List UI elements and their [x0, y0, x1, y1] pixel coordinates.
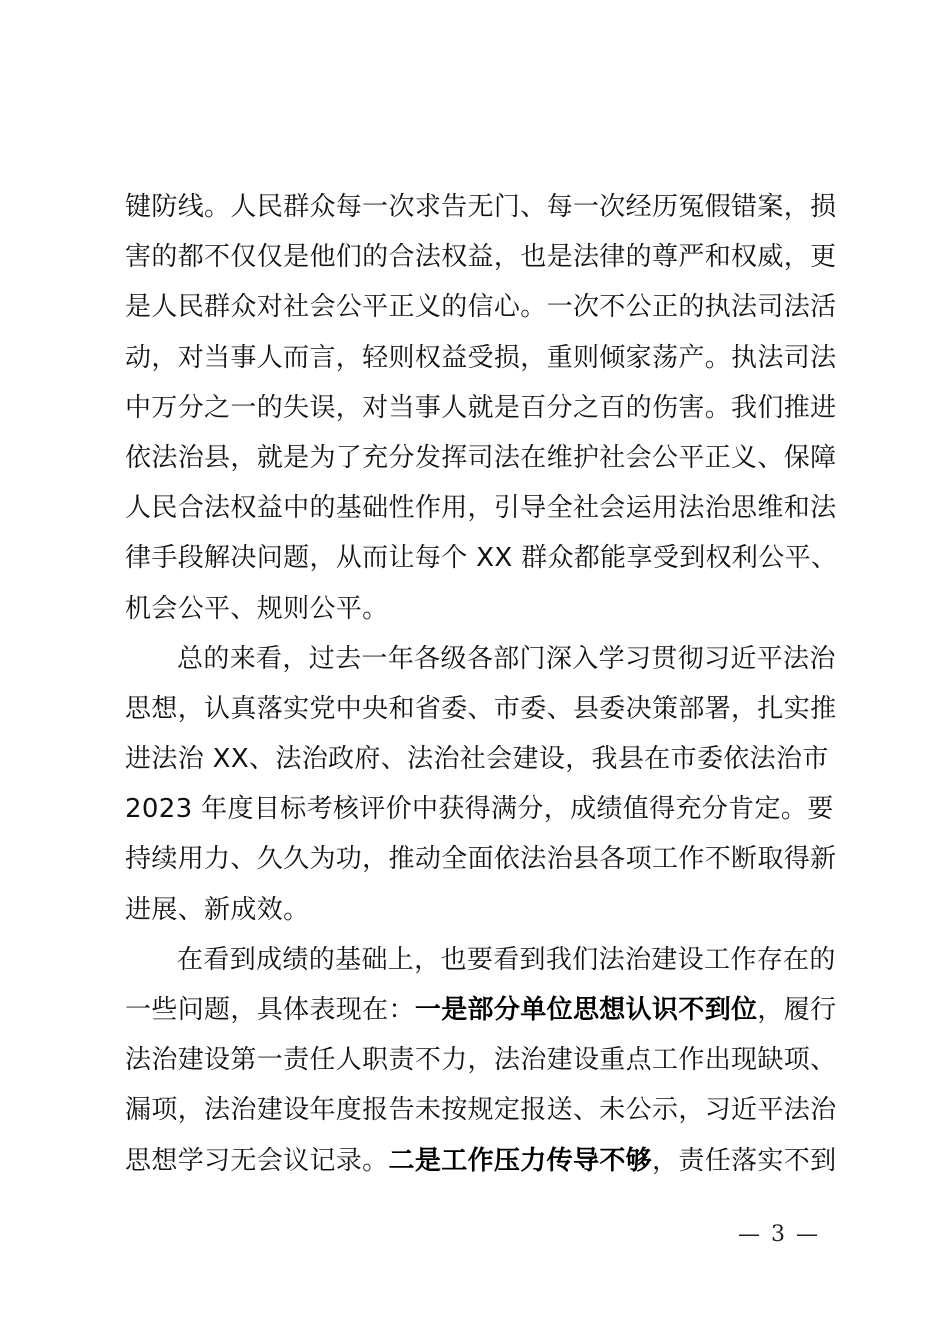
- text-line-3: 是人民群众对社会公平正义的信心。一次不公正的执法司法活: [125, 292, 837, 323]
- paragraph-start-line-10: 总的来看，过去一年各级各部门深入学习贯彻习近平法治: [177, 643, 836, 674]
- text-line-5: 中万分之一的失误，对当事人就是百分之百的伤害。我们推进: [125, 392, 837, 423]
- text-line-2: 害的都不仅仅是他们的合法权益，也是法律的尊严和权威，更: [125, 242, 837, 273]
- text-line-20: [125, 1136, 837, 1186]
- text-line-13: 2023 年度目标考核评价中获得满分，成绩值得充分肯定。要: [125, 794, 834, 825]
- bold-heading-point-one: 一是部分单位思想认识不到位: [414, 995, 758, 1025]
- text-line-1: 键防线。人民群众每一次求告无门、每一次经历冤假错案，损: [125, 192, 837, 222]
- text-segment: ，履行: [757, 995, 837, 1025]
- text-line-8: 律手段解决问题，从而让每个 XX 群众都能享受到权利公平、: [125, 543, 838, 574]
- text-line-12: 进法治 XX、法治政府、法治社会建设，我县在市委依法治市: [125, 744, 829, 775]
- text-line-6: 依法治县，就是为了充分发挥司法在维护社会公平正义、保障: [125, 442, 837, 473]
- text-segment: 一些问题，具体表现在：: [125, 995, 415, 1025]
- bold-heading-point-two: 二是工作压力传导不够: [388, 1145, 653, 1176]
- text-line-7: 人民合法权益中的基础性作用，引导全社会运用法治思维和法: [125, 493, 837, 524]
- text-line-4: 动，对当事人而言，轻则权益受损，重则倾家荡产。执法司法: [125, 342, 837, 373]
- text-line-19: 漏项，法治建设年度报告未按规定报送、未公示，习近平法治: [125, 1095, 837, 1126]
- text-line-9: 机会公平、规则公平。: [125, 593, 389, 624]
- page-number: — 3 —: [738, 1222, 820, 1247]
- paragraph-start-line-16: 在看到成绩的基础上，也要看到我们法治建设工作存在的: [177, 944, 836, 975]
- text-line-11: 思想，认真落实党中央和省委、市委、县委决策部署，扎实推: [125, 693, 837, 724]
- text-line-15: 进展、新成效。: [125, 894, 310, 925]
- text-line-17: [125, 985, 837, 1035]
- document-body: [125, 182, 837, 1186]
- text-segment: ，责任落实不到: [652, 1145, 837, 1176]
- text-segment: 思想学习无会议记录。: [125, 1145, 389, 1176]
- text-line-14: 持续用力、久久为功，推动全面依法治县各项工作不断取得新: [125, 844, 837, 875]
- text-line-18: 法治建设第一责任人职责不力，法治建设重点工作出现缺项、: [125, 1045, 837, 1076]
